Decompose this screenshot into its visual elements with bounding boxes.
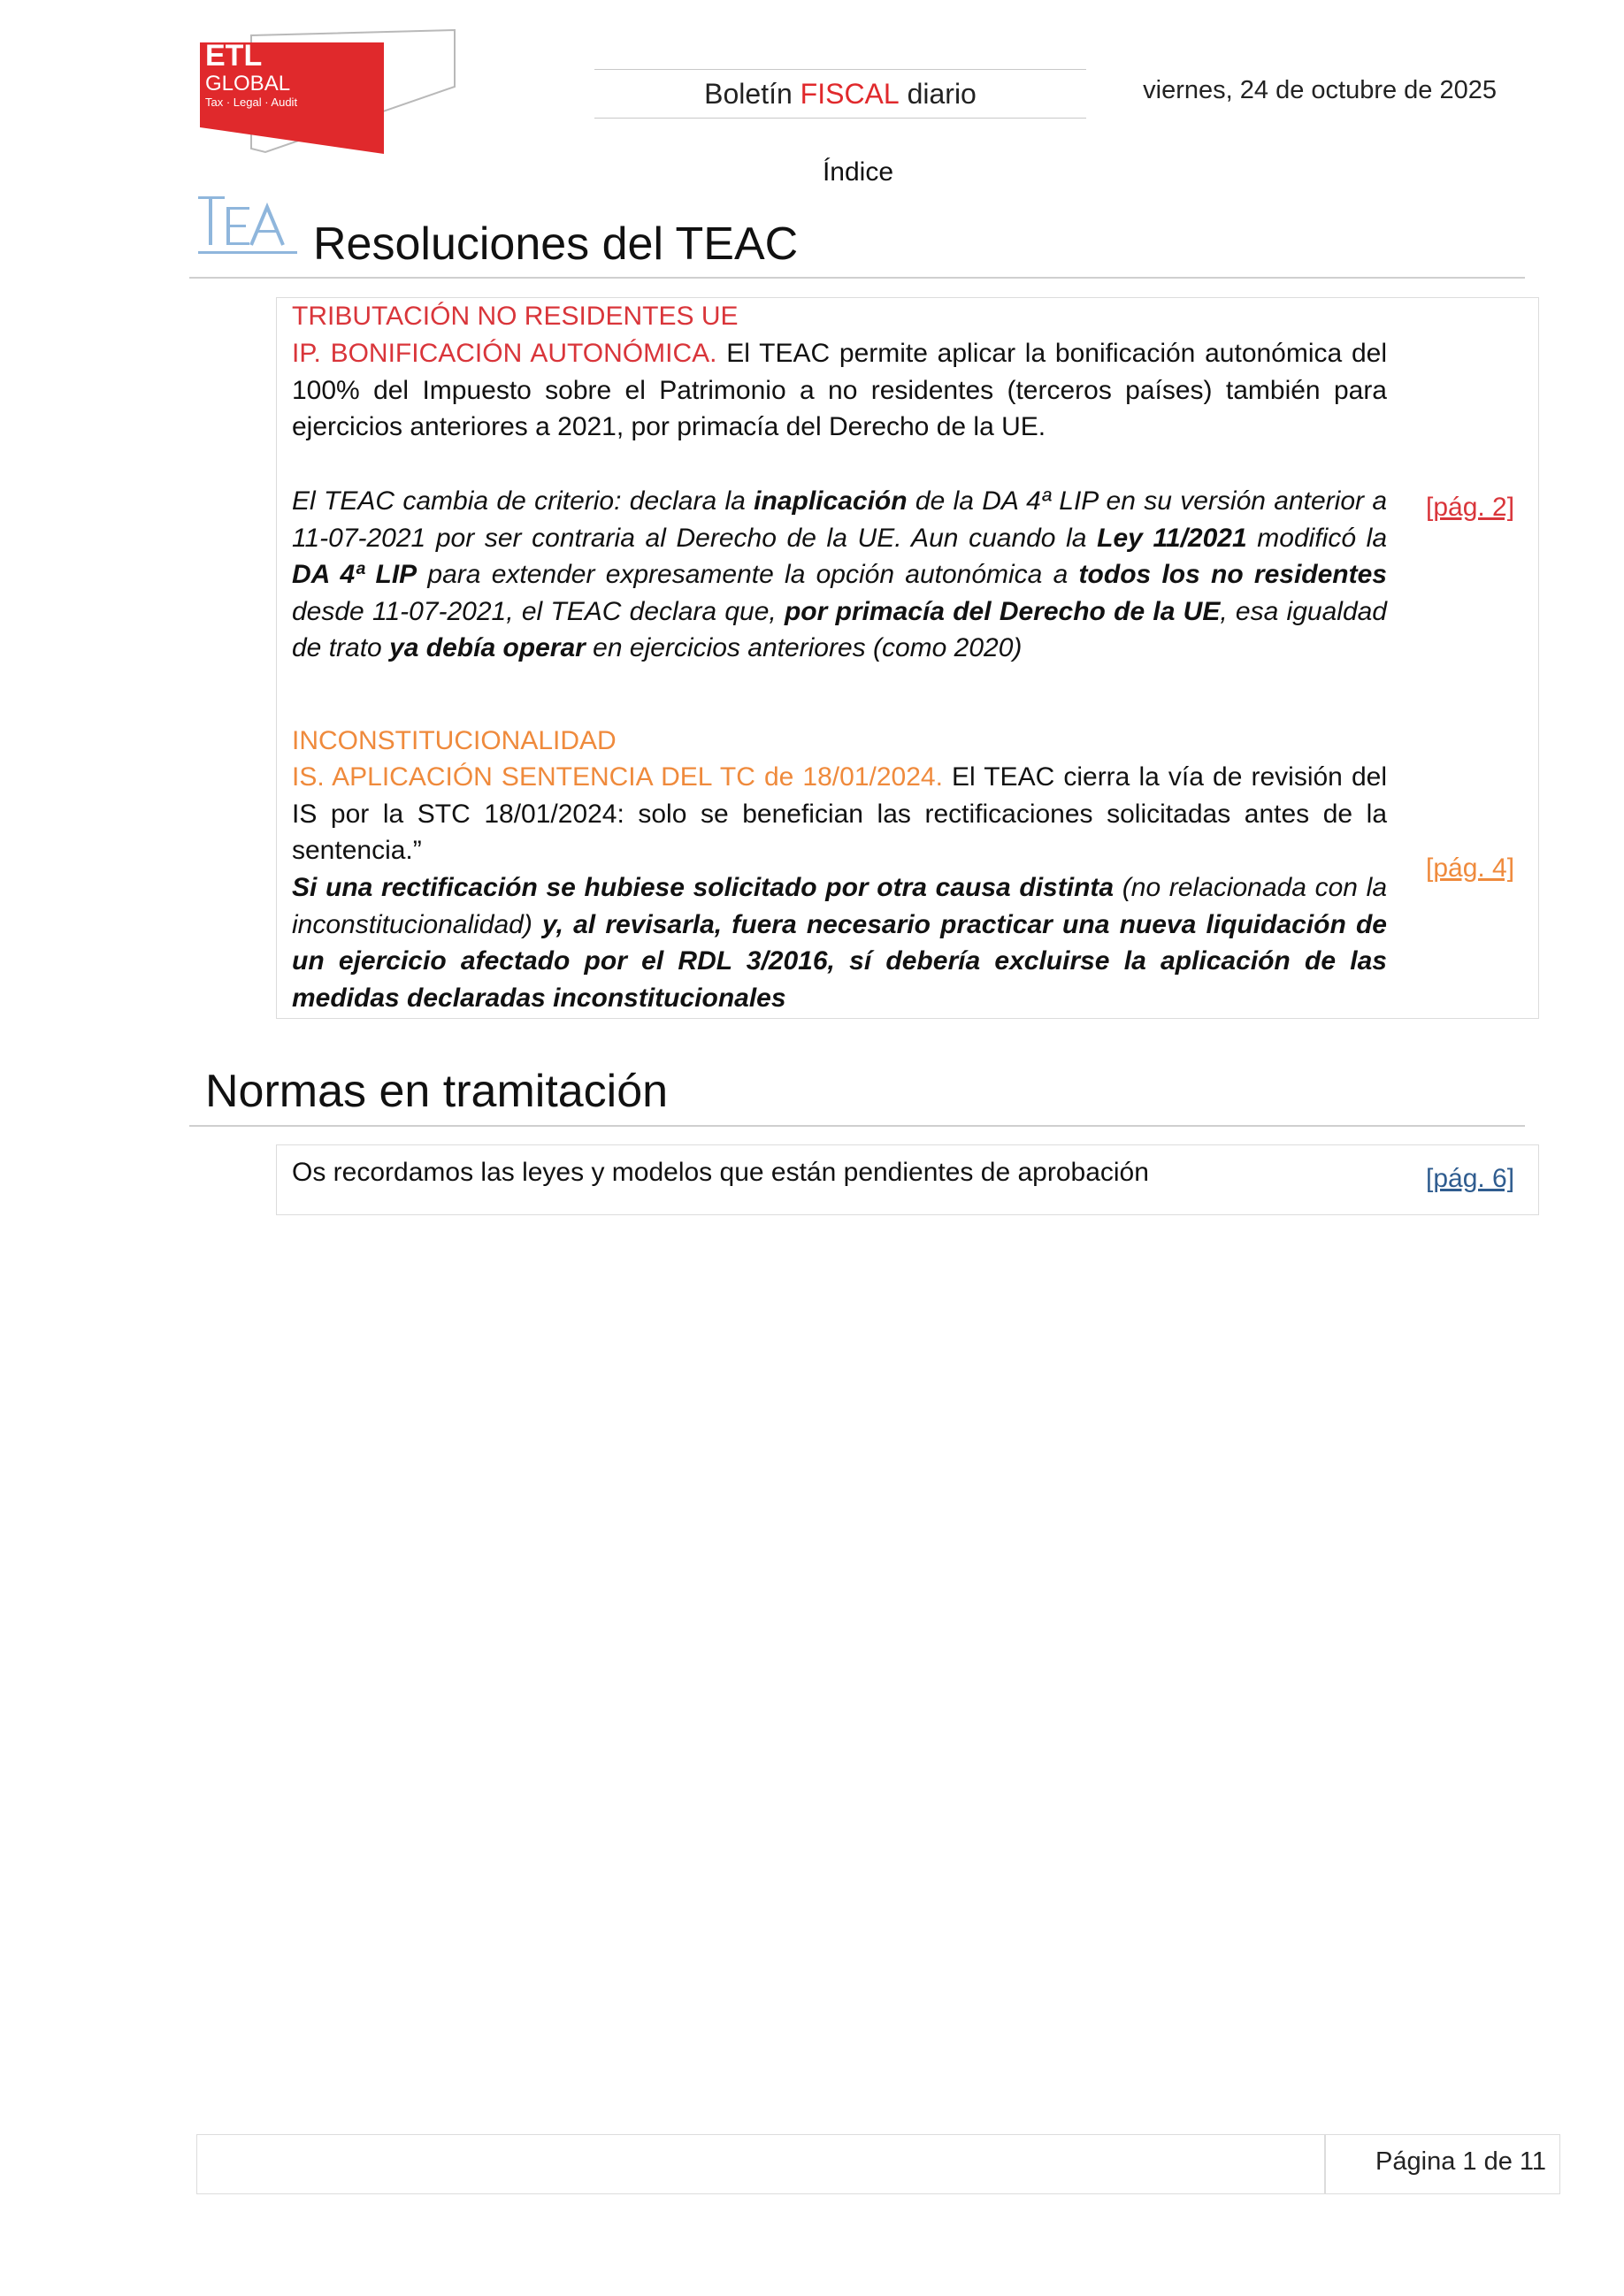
bulletin-title-accent: FISCAL (800, 77, 900, 110)
bulletin-title-prefix: Boletín (704, 77, 801, 110)
page-link-4[interactable]: [pág. 4] (1426, 853, 1515, 883)
entry-summary-text: El TEAC permite aplicar la bonificación autonómica del 100% del Impuesto sobre el Patrimonio a no residentes (terceros países) también para ejercicios anteriores a 2021, por primacía del Derecho de la UE. (292, 339, 1387, 442)
detail-text: de la DA 4ª LIP en su versión anterior a 11-07-2021 por ser contraria al Derecho de la UE. Aun cuando la (292, 486, 1388, 553)
detail-text: El TEAC cambia de criterio: declara la (292, 486, 755, 516)
normas-text: Os recordamos las leyes y modelos que están pendientes de aprobación (292, 1158, 1149, 1187)
entry-detail (292, 483, 1387, 667)
entry-summary (292, 335, 1387, 446)
detail-emphasis: ya debía operar (389, 633, 586, 663)
detail-emphasis: todos los no residentes (1078, 560, 1387, 590)
logo-text-tagline: Tax · Legal · Audit (205, 96, 298, 109)
detail-text: (no relacionada con la inconstitucionalidad) (292, 873, 1388, 939)
detail-emphasis: DA 4ª LIP (292, 560, 417, 590)
footer-divider (1324, 2134, 1326, 2194)
entry-detail (292, 869, 1387, 1016)
entry-headline: IP. BONIFICACIÓN AUTONÓMICA. (292, 339, 717, 368)
bulletin-title (594, 69, 1086, 119)
detail-emphasis: por primacía del Derecho de la UE (784, 596, 1221, 626)
detail-emphasis: Ley 11/2021 (1097, 523, 1247, 553)
section-title-teac: Resoluciones del TEAC (313, 218, 799, 270)
detail-text: desde 11-07-2021, el TEAC declara que, (292, 596, 785, 626)
teac-logo-icon (196, 195, 299, 258)
page-link-6[interactable]: [pág. 6] (1426, 1164, 1515, 1193)
logo-text-global: GLOBAL (205, 72, 291, 96)
section-divider (189, 277, 1525, 279)
entry-category: TRIBUTACIÓN NO RESIDENTES UE (292, 302, 739, 331)
entry-headline: IS. APLICACIÓN SENTENCIA DEL TC de 18/01/2024. (292, 762, 943, 792)
detail-text: , esa igualdad de trato (292, 596, 1387, 663)
detail-emphasis: y, al revisarla, fuera necesario practicar una nueva liquidación de un ejercicio afectado por el RDL 3/2016, sí debería excluirse la aplicación de las medidas declaradas inconstitucionales (292, 909, 1387, 1013)
section-divider (189, 1125, 1525, 1127)
bulletin-date: viernes, 24 de octubre de 2025 (1143, 76, 1497, 104)
entry-summary (292, 759, 1387, 869)
etl-global-logo (196, 28, 462, 154)
detail-text: modificó la (1246, 523, 1388, 553)
detail-emphasis: Si una rectificación se hubiese solicitado por otra causa distinta (292, 873, 1115, 902)
bulletin-title-suffix: diario (899, 77, 977, 110)
entry-category: INCONSTITUCIONALIDAD (292, 726, 617, 755)
page-link-2[interactable]: [pág. 2] (1426, 493, 1515, 522)
detail-text: en ejercicios anteriores (como 2020) (585, 633, 1023, 663)
page-number: Página 1 de 11 (1375, 2147, 1546, 2176)
detail-emphasis: inaplicación (754, 486, 908, 516)
entry-summary-text: El TEAC cierra la vía de revisión del IS por la STC 18/01/2024: solo se benefician las rectificaciones solicitadas antes de la sentencia.” (292, 762, 1387, 866)
index-title: Índice (822, 157, 894, 187)
section-title-normas: Normas en tramitación (205, 1066, 669, 1117)
detail-text: para extender expresamente la opción autonómica a (417, 560, 1079, 590)
logo-text-etl: ETL (205, 39, 263, 73)
